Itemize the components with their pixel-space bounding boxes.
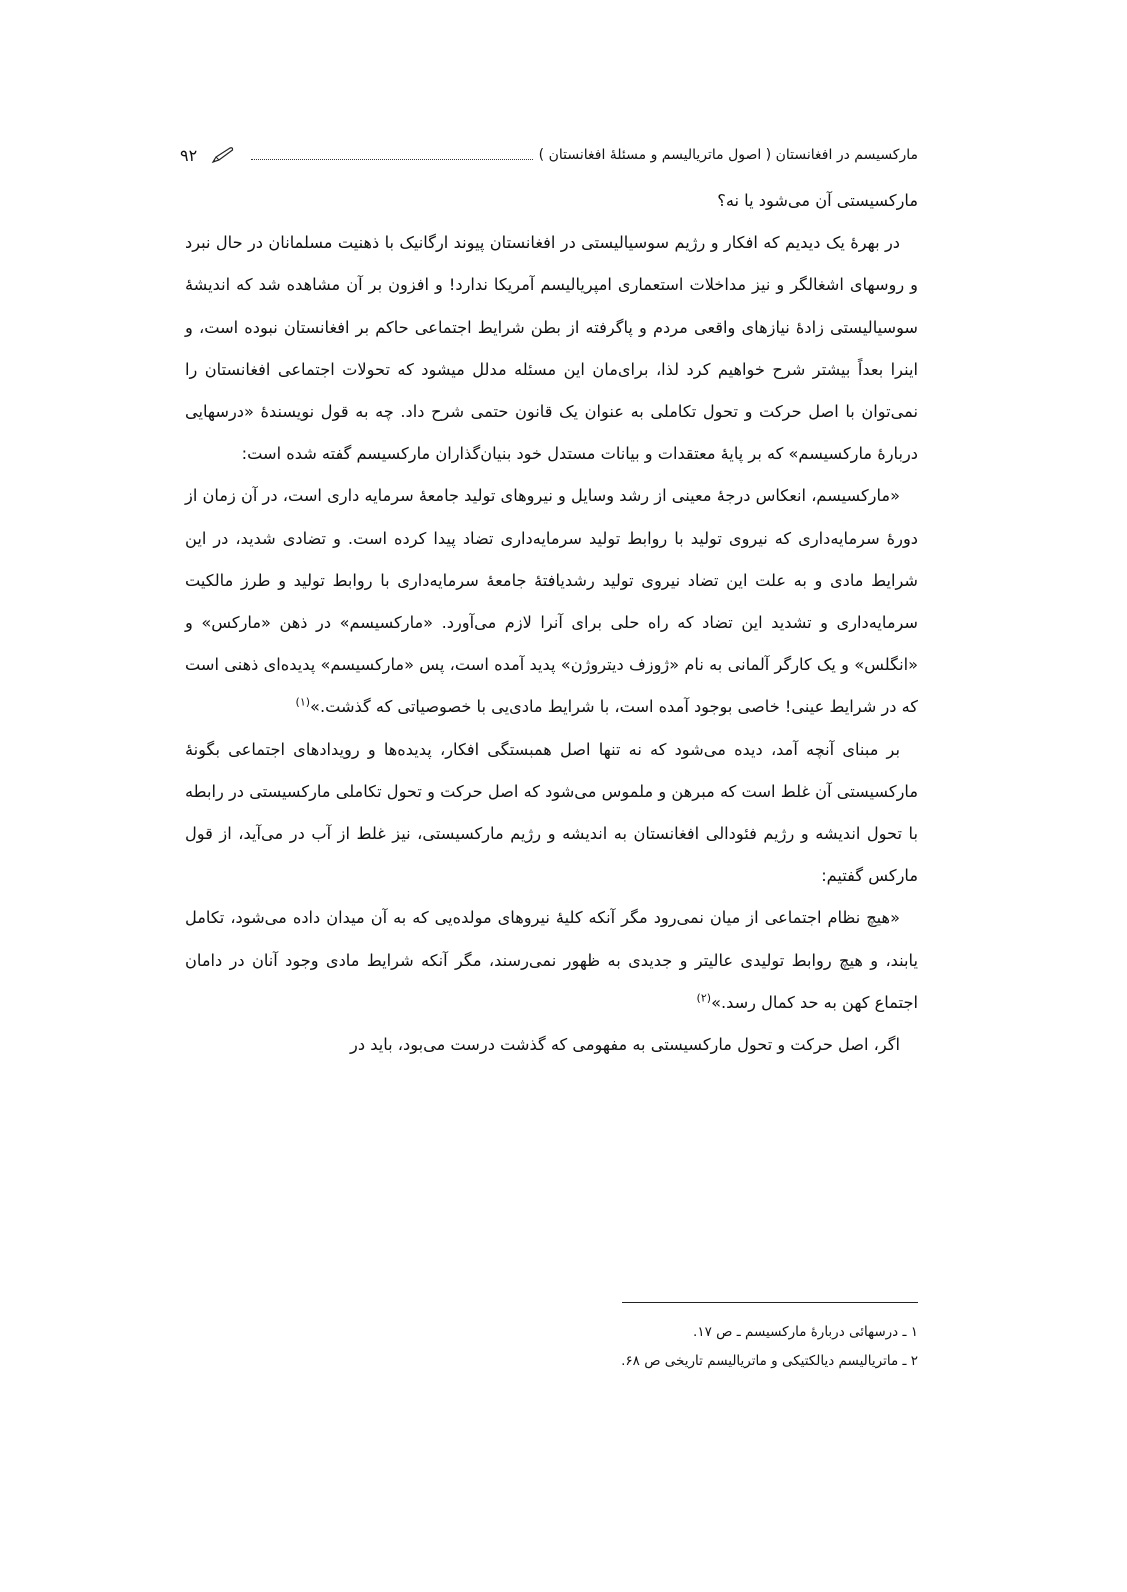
body-text — [185, 180, 918, 1066]
header-dot-leader — [251, 159, 532, 160]
running-header — [180, 143, 918, 167]
footnote-2: ۲ ـ ماتریالیسم دیالکتیکی و ماتریالیسم تاریخی ص ۶۸. — [621, 1353, 918, 1369]
quote-paragraph-2 — [185, 897, 918, 1024]
footnotes — [185, 1318, 918, 1376]
paragraph-1: مارکسیستی آن می‌شود یا نه؟ — [717, 191, 918, 210]
paragraph-4: بر مبنای آنچه آمد، دیده می‌شود که نه تنها اصل همبستگی افکار، پدیده‌ها و رویدادهای اجتماعی بگونهٔ مارکسیستی آن غلط است که مبرهن و ملموس می‌شود که اصل حرکت و تحول تکاملی مارکسیستی در رابطه با تحول اندیشه و رژیم فئودالی افغانستان به اندیشه و رژیم مارکسیستی، نیز غلط از آب در می‌آید، از قول مارکس گفتیم: — [185, 739, 918, 886]
footnote-ref-1: (۱) — [295, 696, 311, 710]
quote-2-text: «هیچ نظام اجتماعی از میان نمی‌رود مگر آنکه کلیهٔ نیروهای مولده‌یی که به آن میدان داده می‌شود، تکامل یابند، و هیچ روابط تولیدی عالیتر و جدیدی به ظهور نمی‌رسند، مگر آنکه شرایط مادی وجود آنان در دامان اجتماع کهن به حد کمال رسد.» — [185, 908, 918, 1012]
footnote-divider — [622, 1302, 918, 1303]
header-title: مارکسیسم در افغانستان ( اصول ماتریالیسم و مسئلهٔ افغانستان ) — [538, 147, 918, 163]
paragraph-6: اگر، اصل حرکت و تحول مارکسیستی به مفهومی که گذشت درست می‌بود، باید در — [350, 1035, 900, 1055]
quote-1-text: «مارکسیسم، انعکاس درجهٔ معینی از رشد وسایل و نیروهای تولید جامعهٔ سرمایه داری است، در آن زمان از دورهٔ سرمایه‌داری که نیروی تولید با روابط تولید سرمایه‌داری تضاد پیدا کرده است. و تضادی شدید، در این شرایط مادی و به علت این تضاد نیروی تولید رشدیافتهٔ جامعهٔ سرمایه‌داری با روابط تولید و طرز مالکیت سرمایه‌داری و تشدید این تضاد که راه حلی برای آنرا لازم می‌آورد. «مارکسیسم» در ذهن «مارکس» و «انگلس» و یک کارگر آلمانی به نام «ژوزف دیتروژن» پدید آمده است، پس «مارکسیسم» پدیده‌ای ذهنی است که در شرایط عینی! خاصی بوجود آمده است، با شرایط مادی‌یی با خصوصیاتی که گذشت.» — [185, 486, 918, 717]
footnote-1: ۱ ـ درسهائی دربارهٔ مارکسیسم ـ ص ۱۷. — [693, 1324, 918, 1340]
paragraph-2: در بهرهٔ یک دیدیم که افکار و رژیم سوسیالیستی در افغانستان پیوند ارگانیک با ذهنیت مسلمانان در حال نبرد و روسهای اشغالگر و نیز مداخلات استعماری امپریالیسم آمریکا ندارد! و افزون بر آن مشاهده شد که اندیشهٔ سوسیالیستی زادهٔ نیازهای واقعی مردم و پاگرفته از بطن شرایط اجتماعی حاکم بر افغانستان نبوده است، و اینرا بعداً بیشتر شرح خواهیم کرد لذا، برای‌مان این مسئله مدلل میشود که تحولات اجتماعی افغانستان را نمی‌توان با اصل حرکت و تحول تکاملی به عنوان یک قانون حتمی شرح داد. چه به قول نویسندهٔ «درسهایی دربارهٔ مارکسیسم» که بر پایهٔ معتقدات و بیانات مستدل خود بنیان‌گذاران مارکسیسم گفته شده است: — [185, 233, 918, 464]
pen-icon — [211, 146, 235, 164]
page-number: ۹۲ — [180, 145, 198, 165]
quote-paragraph-1 — [185, 475, 918, 728]
footnote-ref-2: (۲) — [696, 991, 712, 1005]
